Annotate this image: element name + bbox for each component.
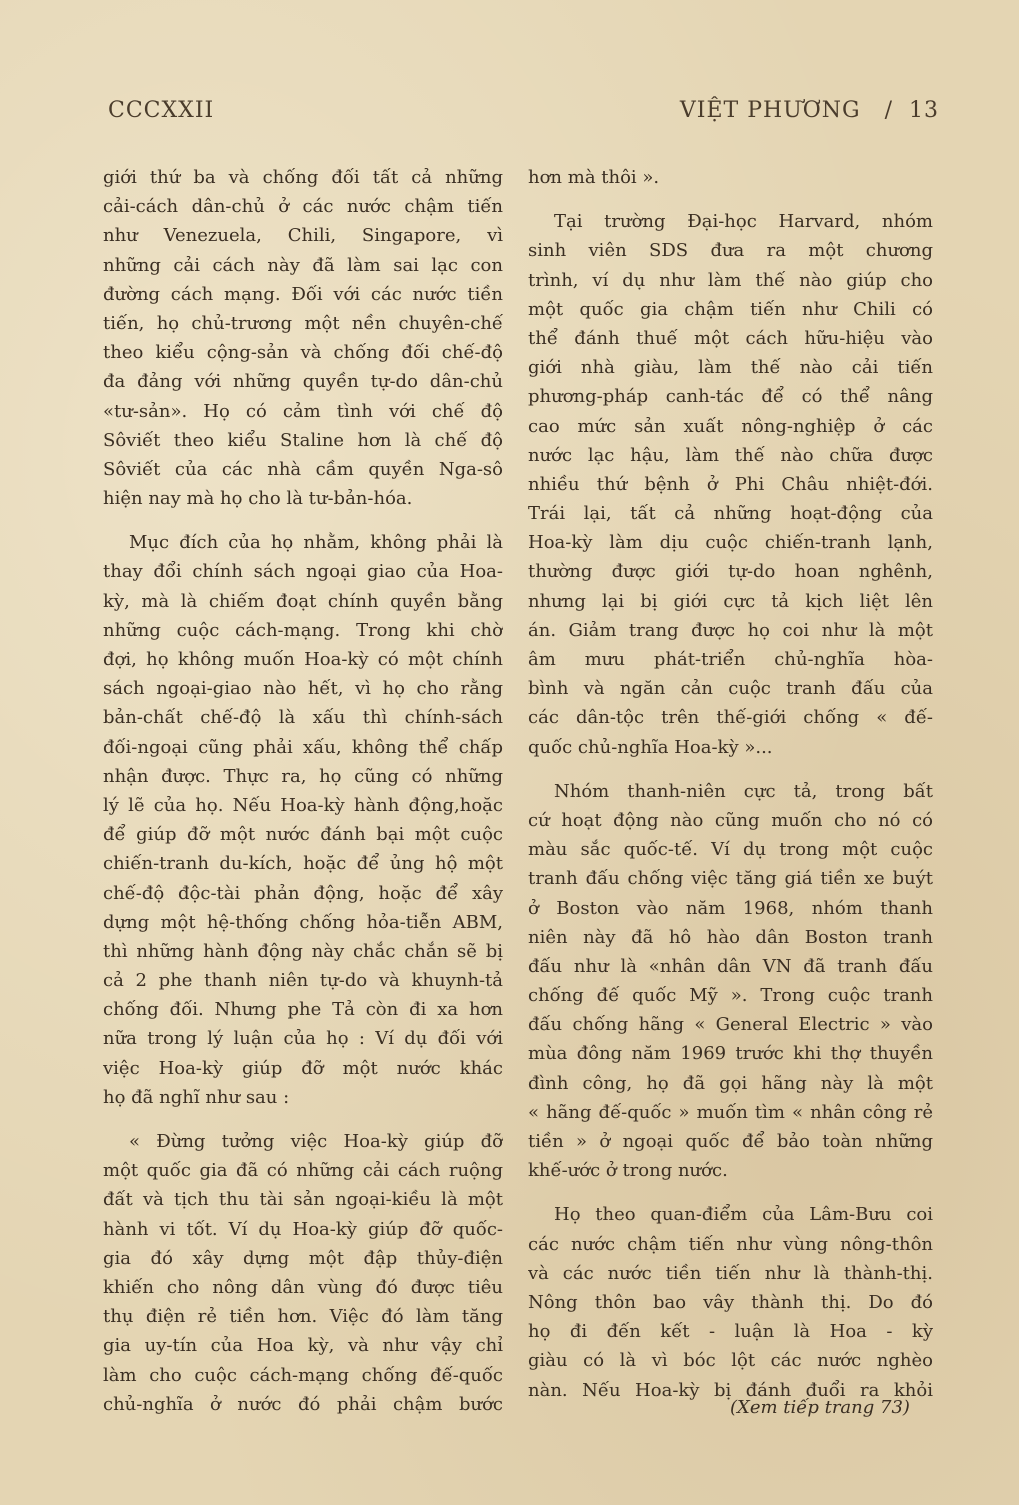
text-line: để giúp đỡ một nước đánh bại một cuộc xyxy=(103,824,503,846)
text-line: án. Giảm trang được họ coi như là một xyxy=(528,619,933,641)
issue-number: CCCXXII xyxy=(108,98,215,123)
text-line: Tại trường Đại-học Harvard, nhóm xyxy=(554,211,933,233)
text-line: lý lẽ của họ. Nếu Hoa-kỳ hành động,hoặc xyxy=(103,794,503,816)
text-line: tiến, họ chủ-trương một nền chuyên-chế xyxy=(103,312,503,334)
text-line: « Đừng tưởng việc Hoa-kỳ giúp đỡ xyxy=(129,1131,503,1152)
text-line: Sôviết theo kiểu Staline hơn là chế độ xyxy=(103,429,503,451)
paragraph-gap xyxy=(103,513,503,528)
text-line: ở Boston vào năm 1968, nhóm thanh xyxy=(528,897,933,919)
text-line: phương-pháp canh-tác để có thể nâng xyxy=(528,386,933,408)
text-line: một quốc gia chậm tiến như Chili có xyxy=(528,298,933,320)
right-text-column xyxy=(528,163,933,1405)
text-line: âm mưu phát-triển chủ-nghĩa hòa- xyxy=(528,649,933,670)
text-line: Nhóm thanh-niên cực tả, trong bất xyxy=(554,780,933,802)
text-line: hơn mà thôi ». xyxy=(528,167,660,188)
paragraph-gap xyxy=(528,1185,933,1200)
text-line: chống đế quốc Mỹ ». Trong cuộc tranh xyxy=(528,985,933,1007)
text-line: tranh đấu chống việc tăng giá tiền xe buýt xyxy=(528,868,933,890)
text-line: giới thứ ba và chống đối tất cả những xyxy=(103,167,503,188)
paragraph-gap xyxy=(528,192,933,207)
text-line: theo kiểu cộng-sản và chống đối chế-độ xyxy=(103,342,503,364)
text-line: bình và ngăn cản cuộc tranh đấu của xyxy=(528,678,933,700)
text-line: sinh viên SDS đưa ra một chương xyxy=(528,240,933,262)
text-line: Họ theo quan-điểm của Lâm-Bưu coi xyxy=(554,1204,933,1226)
text-line: chủ-nghĩa ở nước đó phải chậm bước xyxy=(103,1393,503,1415)
text-line: hành vi tốt. Ví dụ Hoa-kỳ giúp đỡ quốc- xyxy=(103,1218,503,1240)
text-line: đất và tịch thu tài sản ngoại-kiều là một xyxy=(103,1189,503,1211)
text-line: làm cho cuộc cách-mạng chống đế-quốc xyxy=(103,1364,503,1386)
text-line: nàn. Nếu Hoa-kỳ bị đánh đuổi ra khỏi xyxy=(528,1379,933,1401)
text-line: nhiều thứ bệnh ở Phi Châu nhiệt-đới. xyxy=(528,473,933,495)
text-line: màu sắc quốc-tế. Ví dụ trong một cuộc xyxy=(528,839,933,861)
text-line: Sôviết của các nhà cầm quyền Nga-sô xyxy=(103,458,503,480)
text-line: tiền » ở ngoại quốc để bảo toàn những xyxy=(528,1131,933,1152)
text-line: thường được giới tự-do hoan nghênh, xyxy=(528,561,933,583)
text-line: chống đối. Nhưng phe Tả còn đi xa hơn xyxy=(103,999,503,1021)
text-line: quốc chủ-nghĩa Hoa-kỳ »... xyxy=(528,736,773,758)
text-line: nữa trong lý luận của họ : Ví dụ đối với xyxy=(103,1028,503,1050)
text-line: những cải cách này đã làm sai lạc con xyxy=(103,254,503,276)
text-line: việc Hoa-kỳ giúp đỡ một nước khác xyxy=(103,1057,503,1079)
text-line: gia uy-tín của Hoa kỳ, và như vậy chỉ xyxy=(103,1335,503,1357)
text-line: như Venezuela, Chili, Singapore, vì xyxy=(103,225,503,247)
text-line: cải-cách dân-chủ ở các nước chậm tiến xyxy=(103,196,503,218)
text-line: nhưng lại bị giới cực tả kịch liệt lên xyxy=(528,590,933,612)
paragraph-gap xyxy=(103,1112,503,1127)
text-line: gia đó xây dựng một đập thủy-điện xyxy=(103,1247,503,1269)
text-line: Mục đích của họ nhằm, không phải là xyxy=(129,532,503,554)
text-line: cứ hoạt động nào cũng muốn cho nó có xyxy=(528,809,933,831)
text-line: Hoa-kỳ làm dịu cuộc chiến-tranh lạnh, xyxy=(528,532,933,554)
text-line: giàu có là vì bóc lột các nước nghèo xyxy=(528,1350,933,1372)
text-line: trình, ví dụ như làm thế nào giúp cho xyxy=(528,269,933,291)
text-line: nhận được. Thực ra, họ cũng có những xyxy=(103,765,503,787)
text-line: hiện nay mà họ cho là tư-bản-hóa. xyxy=(103,488,413,510)
text-line: «tư-sản». Họ có cảm tình với chế độ xyxy=(103,400,503,422)
text-line: bản-chất chế-độ là xấu thì chính-sách xyxy=(103,707,503,729)
text-line: nước lạc hậu, làm thế nào chữa được xyxy=(528,444,933,466)
text-line: một quốc gia đã có những cải cách ruộng xyxy=(103,1160,503,1182)
text-line: cao mức sản xuất nông-nghiệp ở các xyxy=(528,415,933,437)
text-line: đa đảng với những quyền tự-do dân-chủ xyxy=(103,371,503,393)
text-line: Nông thôn bao vây thành thị. Do đó xyxy=(528,1291,933,1313)
text-line: đối-ngoại cũng phải xấu, không thể chấp xyxy=(103,736,503,758)
text-line: khế-ước ở trong nước. xyxy=(528,1160,728,1182)
text-line: họ đã nghĩ như sau : xyxy=(103,1086,290,1108)
text-line: đấu chống hãng « General Electric » vào xyxy=(528,1014,933,1036)
text-line: khiến cho nông dân vùng đó được tiêu xyxy=(103,1276,503,1298)
text-line: giới nhà giàu, làm thế nào cải tiến xyxy=(528,357,933,379)
page-header xyxy=(108,98,939,132)
paragraph-gap xyxy=(528,762,933,777)
text-line: dựng một hệ-thống chống hỏa-tiễn ABM, xyxy=(103,911,503,933)
text-line: đấu như là «nhân dân VN đã tranh đấu xyxy=(528,955,933,977)
text-line: đợi, họ không muốn Hoa-kỳ có một chính xyxy=(103,649,503,670)
text-line: « hãng đế-quốc » muốn tìm « nhân công rẻ xyxy=(528,1101,933,1123)
text-line: chiến-tranh du-kích, hoặc để ủng hộ một xyxy=(103,853,503,875)
continuation-note: (Xem tiếp trang 73) xyxy=(730,1397,910,1418)
text-line: chế-độ độc-tài phản động, hoặc để xây xyxy=(103,882,503,904)
text-line: kỳ, mà là chiếm đoạt chính quyền bằng xyxy=(103,590,503,612)
text-line: và các nước tiền tiến như là thành-thị. xyxy=(528,1262,933,1284)
text-line: thể đánh thuế một cách hữu-hiệu vào xyxy=(528,327,933,349)
text-line: thụ điện rẻ tiền hơn. Việc đó làm tăng xyxy=(103,1306,503,1328)
left-text-column xyxy=(103,163,503,1419)
text-line: Trái lại, tất cả những hoạt-động của xyxy=(528,503,933,525)
text-line: các dân-tộc trên thế-giới chống « đế- xyxy=(528,707,933,729)
author-page-number: VIỆT PHƯƠNG / 13 xyxy=(679,98,939,123)
text-line: sách ngoại-giao nào hết, vì họ cho rằng xyxy=(103,678,503,700)
text-line: những cuộc cách-mạng. Trong khi chờ xyxy=(103,619,503,641)
text-line: họ đi đến kết - luận là Hoa - kỳ xyxy=(528,1321,933,1343)
text-line: cả 2 phe thanh niên tự-do và khuynh-tả xyxy=(103,970,503,992)
text-line: đình công, họ đã gọi hãng này là một xyxy=(528,1072,933,1094)
text-line: đường cách mạng. Đối với các nước tiền xyxy=(103,283,503,305)
text-line: thì những hành động này chắc chắn sẽ bị xyxy=(103,940,503,962)
text-line: các nước chậm tiến như vùng nông-thôn xyxy=(528,1233,933,1255)
text-line: mùa đông năm 1969 trước khi thợ thuyền xyxy=(528,1043,933,1065)
text-line: niên này đã hô hào dân Boston tranh xyxy=(528,926,933,948)
text-line: thay đổi chính sách ngoại giao của Hoa- xyxy=(103,561,503,583)
